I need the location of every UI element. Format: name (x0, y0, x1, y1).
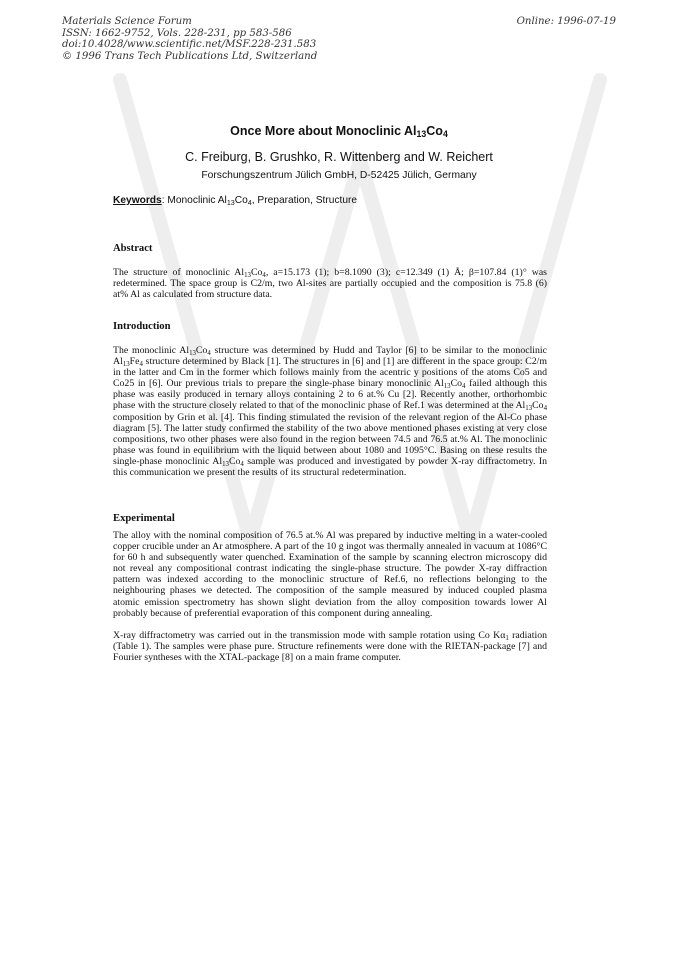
online-date: Online: 1996-07-19 (516, 16, 616, 27)
journal-name: Materials Science Forum (62, 16, 192, 27)
abstract-heading: Abstract (113, 243, 153, 254)
keywords-line: Keywords: Monoclinic $Al_{13}Co_4$, Preparation, Structure (113, 195, 358, 207)
experimental-heading: Experimental (113, 513, 175, 524)
experimental-paragraph-1: The alloy with the nominal composition of 76.5 at.% Al was prepared by inductive melting in a water-cooled copper crucible under an Ar atmosphere. A part of the 10 g ingot was thermally annealed in vacuum at 1086°C for 60 h and subsequently water quenched. Examination of the sample by scanning electron microscopy did not reveal any compositional contrast indicating the single-phase structure. The powder X-ray diffraction pattern was indexed according to the monoclinic structure of Ref.6, no reflections belonging to the neighbouring phases we detected. The composition of the sample measured by induced coupled plasma atomic emission spectrometry has shown slight deviation from the alloy composition towards lower Al probably because of preferential evaporation of this component during annealing. (113, 530, 547, 619)
affiliation: Forschungszentrum Jülich GmbH, D-52425 Jülich, Germany (201, 170, 477, 181)
author-list: C. Freiburg, B. Grushko, R. Wittenberg and W. Reichert (185, 150, 493, 164)
keywords-label: Keywords (113, 195, 162, 206)
abstract-paragraph: The structure of monoclinic $Al_{13}Co_4$, a=15.173 (1); b=8.1090 (3); c=12.349 (1) Å; β=107.84 (1)° was redetermined. The space group is C2/m, two Al-sites are partially occupied and the composition is 75.8 (6) at% Al as calculated from structure data. (113, 267, 547, 301)
introduction-heading: Introduction (113, 321, 171, 332)
publication-info (62, 16, 317, 62)
doi-line: doi:10.4028/www.scientific.net/MSF.228-231.583 (62, 39, 317, 51)
issn-line: ISSN: 1662-9752, Vols. 228-231, pp 583-586 (62, 27, 292, 39)
paper-title: Once More about Monoclinic $Al_{13}Co_4$ (230, 124, 448, 139)
copyright-line: © 1996 Trans Tech Publications Ltd, Switzerland (62, 50, 318, 62)
introduction-paragraph: The monoclinic $Al_{13}Co_4$ structure was determined by Hudd and Taylor [6] to be similar to the monoclinic $Al_{13}Fe_4$ structure determined by Black [1]. The structures in [6] and [1] are different in the space group: C2/m in the latter and Cm in the former which follows mainly from the acentric y positions of the atoms Co5 and Co25 in [6]. Our previous trials to prepare the single-phase binary monoclinic $Al_{13}Co_4$ failed although this phase was easily produced in ternary alloys containing 2 to 6 at.% Cu [2]. Recently another, orthorhombic phase with the structure closely related to that of the monoclinic phase of Ref.1 was determined at the $Al_{13}Co_4$ composition by Grin et al. [4]. This finding stimulated the revision of the relevant region of the Al-Co phase diagram [5]. The latter study confirmed the stability of the two above mentioned phases existing at very close compositions, two other phases were also found in the region between 74.5 and 76.5 at.% Al. The monoclinic phase was found in equilibrium with the liquid between about 1080 and 1095°C. Basing on these results the single-phase monoclinic $Al_{13}Co_4$ sample was produced and investigated by powder X-ray diffractometry. In this communication we present the results of its structural redetermination. (113, 345, 547, 479)
experimental-paragraph-2: X-ray diffractometry was carried out in the transmission mode with sample rotation using Co $K\alpha_1$ radiation (Table 1). The samples were phase pure. Structure refinements were done with the RIETAN-package [7] and Fourier syntheses with the XTAL-package [8] on a main frame computer. (113, 630, 547, 664)
